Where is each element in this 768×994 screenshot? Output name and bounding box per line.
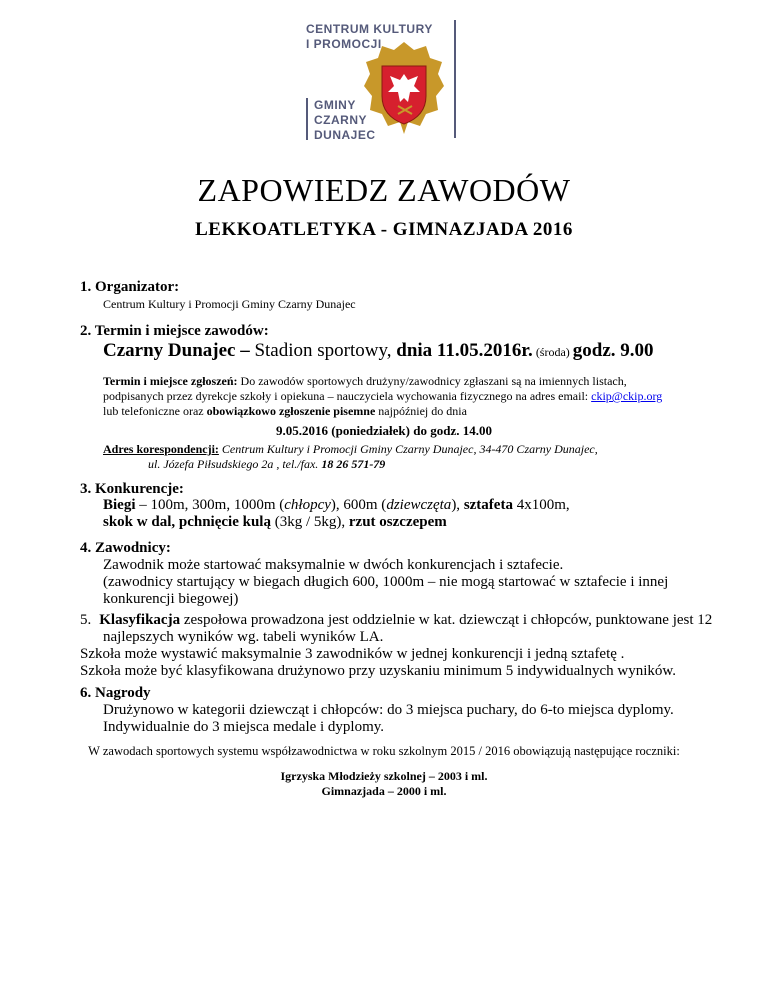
section-2-place	[103, 340, 654, 362]
classification-line-1	[80, 612, 712, 629]
participants-line: konkurencji biegowej)	[103, 591, 239, 607]
section-1-heading: 1. Organizator:	[80, 279, 180, 295]
competition-emph: Biegi	[103, 497, 136, 513]
competition-italic: chłopcy	[284, 497, 331, 513]
competition-emph: skok w dal, pchnięcie kulą	[103, 514, 271, 530]
section-2-heading: 2. Termin i miejsce zawodów:	[80, 323, 269, 339]
registration-emph: obowiązkowo zgłoszenie	[206, 404, 331, 418]
classification-text: zespołowa prowadzona jest oddzielnie w kat. dziewcząt i chłopców, punktowane jest 12	[180, 612, 713, 628]
awards-line: Indywidualnie do 3 miejsca medale i dyplomy.	[103, 719, 385, 735]
competition-text: ),	[451, 497, 464, 513]
place-text: Stadion sportowy,	[249, 340, 397, 361]
classification-text: najlepszych wyników wg. tabeli wyników LA.	[103, 629, 384, 645]
footer-intro: W zawodach sportowych systemu współzawodnictwa w roku szkolnym 2015 / 2016 obowiązują następujące roczniki:	[88, 744, 680, 758]
classification-text: Szkoła może wystawić maksymalnie 3 zawodników w jednej konkurencji i jedną sztafetę .	[80, 646, 625, 662]
section-3-heading: 3. Konkurencje:	[80, 481, 184, 497]
registration-line-1	[103, 374, 662, 389]
section-6-body	[103, 702, 674, 736]
competition-italic: dziewczęta	[386, 497, 452, 513]
address-line-2	[103, 457, 598, 472]
competition-text: ), 600m (	[330, 497, 387, 513]
logo-line: GMINY	[314, 98, 356, 112]
registration-text: lub telefoniczne oraz	[103, 404, 207, 418]
logo-divider-left	[306, 98, 308, 140]
registration-emph: pisemne	[333, 404, 376, 418]
section-5-heading: Klasyfikacja	[99, 612, 181, 628]
event-date: dnia 11.05.2016r.	[396, 340, 533, 361]
section-4-heading: 4. Zawodnicy:	[80, 540, 171, 556]
competitions-line-2	[103, 514, 570, 531]
competition-text: – 100m, 300m, 1000m (	[135, 497, 285, 513]
awards-line: Drużynowo w kategorii dziewcząt i chłopców: do 3 miejsca puchary, do 6-to miejsca dyplomy.	[103, 702, 674, 718]
event-time: godz. 9.00	[572, 340, 654, 361]
logo-line: I PROMOCJI	[306, 37, 382, 51]
participants-line: (zawodnicy startujący w biegach długich 600, 1000m – nie mogą startować w sztafecie i innej	[103, 574, 669, 590]
competition-emph: rzut oszczepem	[348, 514, 447, 530]
phone-number: 18 26 571-79	[321, 457, 386, 471]
registration-line-3	[103, 404, 662, 419]
registration-text: podpisanych przez dyrekcje szkoły i opiekuna – nauczyciela wychowania fizycznego na adres email:	[103, 389, 592, 403]
address-text: ul. Józefa Piłsudskiego 2a , tel./fax.	[148, 457, 322, 471]
registration-text: Do zawodów sportowych drużyny/zawodnicy zgłaszani są na imiennych listach,	[237, 374, 627, 388]
registration-text: najpóźniej do dnia	[375, 404, 467, 418]
section-6-heading: 6. Nagrody	[80, 685, 151, 701]
competition-text: 4x100m,	[512, 497, 570, 513]
footer-year-line: Gimnazjada – 2000 i ml.	[321, 784, 447, 798]
logo-bottom-text	[314, 98, 376, 143]
logo-line: DUNAJEC	[314, 128, 376, 142]
section-4-body	[103, 557, 668, 608]
address-block	[103, 442, 598, 472]
section-1-text: Centrum Kultury i Promocji Gminy Czarny Dunajec	[103, 297, 356, 311]
place-name: Czarny Dunajec –	[103, 340, 250, 361]
logo-line: CZARNY	[314, 113, 367, 127]
logo-line: CENTRUM KULTURY	[306, 22, 433, 36]
registration-line-2	[103, 389, 662, 404]
deadline: 9.05.2016 (poniedziałek) do godz. 14.00	[276, 423, 492, 438]
logo	[304, 18, 464, 143]
email-link[interactable]: ckip@ckip.org	[591, 389, 663, 403]
address-text: Centrum Kultury i Promocji Gminy Czarny Dunajec, 34-470 Czarny Dunajec,	[218, 442, 598, 456]
logo-divider-right	[454, 20, 456, 138]
event-weekday: (środa)	[532, 345, 573, 359]
classification-text: Szkoła może być klasyfikowana drużynowo przy uzyskaniu minimum 5 indywidualnych wyników.	[80, 663, 676, 679]
section-3-body	[103, 497, 570, 531]
competition-text: (3kg / 5kg),	[270, 514, 349, 530]
section-5-number: 5.	[80, 612, 92, 628]
page-title: ZAPOWIEDZ ZAWODÓW	[197, 172, 571, 208]
address-label: Adres korespondencji:	[103, 442, 219, 456]
competition-emph: sztafeta	[463, 497, 513, 513]
footer-year-line: Igrzyska Młodzieży szkolnej – 2003 i ml.	[280, 769, 488, 783]
section-5	[80, 612, 712, 680]
competitions-line-1	[103, 497, 570, 514]
registration-block	[103, 374, 662, 419]
address-line-1	[103, 442, 598, 457]
registration-label: Termin i miejsce zgłoszeń:	[103, 374, 238, 388]
participants-line: Zawodnik może startować maksymalnie w dwóch konkurencjach i sztafecie.	[103, 557, 564, 573]
footer-years	[0, 769, 768, 799]
page-subtitle: LEKKOATLETYKA - GIMNAZJADA 2016	[195, 219, 573, 240]
